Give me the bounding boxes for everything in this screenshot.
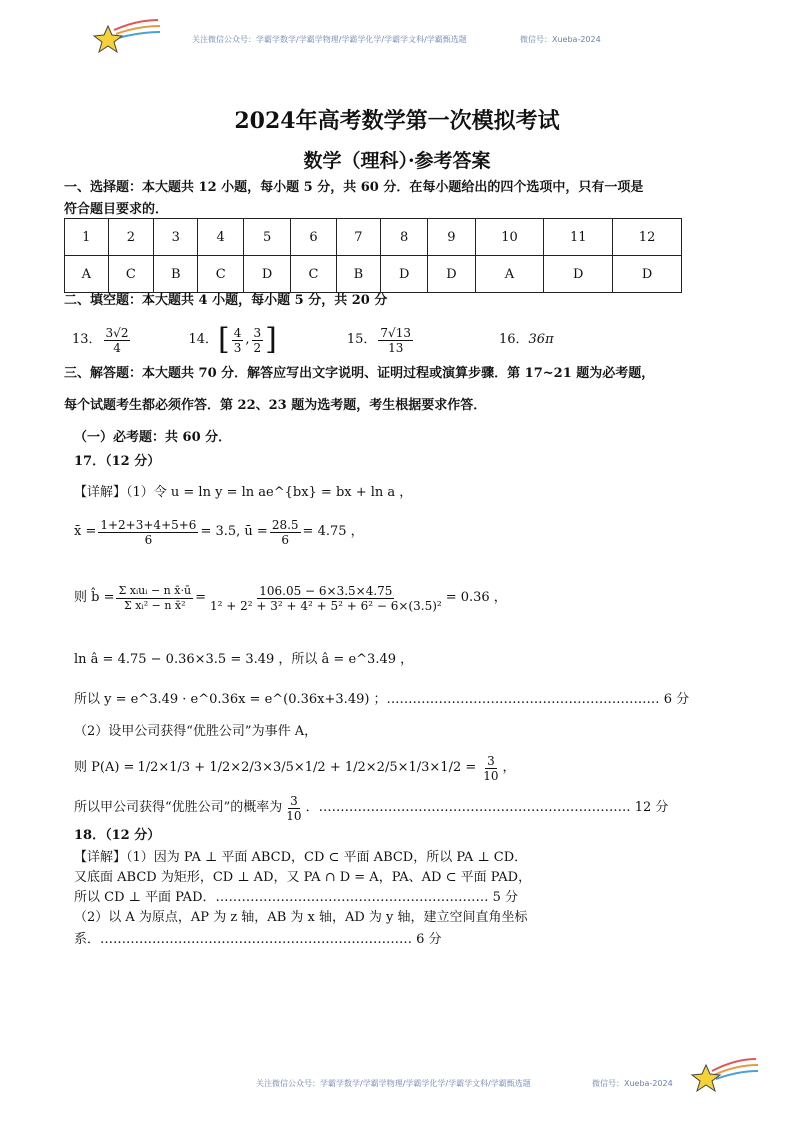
q16-label: 16． xyxy=(498,332,529,347)
q17-conclusion-denominator: 10 xyxy=(286,808,302,823)
q17-mean-x-denominator: 6 xyxy=(144,532,153,547)
fill-blank-answers xyxy=(72,320,554,360)
q13-numerator: 3√2 xyxy=(105,325,129,340)
star-logo-icon xyxy=(92,18,162,58)
q14-label: 14． xyxy=(188,332,219,347)
q17-b-hat-value-numerator: 106.05 − 6×3.5×4.75 xyxy=(259,583,393,598)
header-wechat: 微信号：Xueba-2024 xyxy=(520,35,601,44)
q18-line4: （2）以 A 为原点，AP 为 z 轴，AB 为 x 轴，AD 为 y 轴，建立空间直角坐标 xyxy=(74,910,528,925)
q17-probability-fraction xyxy=(481,754,500,783)
table-cell: 1 xyxy=(65,219,109,256)
q18-line1: 【详解】（1）因为 PA ⊥ 平面 ABCD，CD ⊂ 平面 ABCD，所以 PA ⊥ CD． xyxy=(74,850,528,865)
q17-conclusion-numerator: 3 xyxy=(290,793,298,808)
q17-probability-denominator: 10 xyxy=(483,768,499,783)
q14-interval: [ $\frac{4}{3}$ , $\frac{3}{2}$ ] xyxy=(218,322,277,357)
q17-mean-x-numerator: 1+2+3+4+5+6 xyxy=(100,517,197,532)
section1-line2: 符合题目要求的． xyxy=(64,202,169,217)
table-cell: 12 xyxy=(613,219,682,256)
table-cell: 7 xyxy=(336,219,380,256)
section1-line1: 一、选择题：本大题共 12 小题，每小题 5 分，共 60 分．在每小题给出的四个选项中，只有一项是 xyxy=(64,180,644,195)
star-footer-icon xyxy=(690,1055,760,1095)
q18-heading: 18．（12 分） xyxy=(74,828,161,843)
q14-left-fraction xyxy=(232,326,244,355)
table-cell: D xyxy=(428,256,475,293)
q17-probability-label: 则 P(A) = xyxy=(74,760,135,775)
q17-b-hat-value-denominator: 1² + 2² + 3² + 4² + 5² + 6² − 6×(3.5)² xyxy=(209,598,442,613)
q13-fraction xyxy=(104,326,131,355)
q17-probability-numerator: 3 xyxy=(487,753,495,768)
q14-right-fraction xyxy=(252,326,264,355)
footer-wechat: 微信号：Xueba-2024 xyxy=(592,1079,673,1088)
q17-b-hat-formula-denominator: Σ xᵢ² − n x̄² xyxy=(124,598,186,612)
table-cell: D xyxy=(613,256,682,293)
table-cell: D xyxy=(544,256,613,293)
q17-b-hat-formula xyxy=(116,584,193,613)
q18-line3: 所以 CD ⊥ 平面 PAD．……………………………………………………… 5 分 xyxy=(74,890,519,905)
table-cell: 5 xyxy=(243,219,290,256)
table-cell: C xyxy=(198,256,244,293)
table-cell: D xyxy=(381,256,428,293)
table-cell: C xyxy=(108,256,154,293)
q17-mean-u-numerator: 28.5 xyxy=(271,517,299,532)
q17-line6: （2）设甲公司获得“优胜公司”为事件 A， xyxy=(74,724,318,739)
q14-right-denominator: 2 xyxy=(253,340,262,355)
header-text: 关注微信公众号：学霸学数学/学霸学物理/学霸学化学/学霸学文科/学霸甄选题 xyxy=(192,35,467,44)
section3-line1: 三、解答题：本大题共 70 分．解答应写出文字说明、证明过程或演算步骤．第 17~21 题为必考题， xyxy=(64,366,655,381)
q17-b-hat-result: = 0.36 ， xyxy=(445,590,507,605)
q18-line2: 又底面 ABCD 为矩形，CD ⊥ AD，又 PA ∩ D = A，PA、AD ⊂ 平面 PAD， xyxy=(74,870,532,885)
table-cell: 9 xyxy=(428,219,475,256)
q13-denominator: 4 xyxy=(113,340,121,355)
q15-denominator: 13 xyxy=(388,340,404,355)
footer-text: 关注微信公众号：学霸学数学/学霸学物理/学霸学化学/学霸学文科/学霸甄选题 xyxy=(256,1079,531,1088)
q17-line8 xyxy=(74,790,668,826)
table-cell: 2 xyxy=(108,219,154,256)
q17-mean-u-fraction xyxy=(270,518,301,547)
required-heading: （一）必考题：共 60 分． xyxy=(74,430,232,445)
answer-table xyxy=(64,218,682,293)
q17-b-hat-label: 则 b̂ = xyxy=(74,590,115,605)
table-cell: 11 xyxy=(544,219,613,256)
q15-fraction xyxy=(378,326,413,355)
answer-table-numbers-row xyxy=(65,219,682,256)
q16-answer: 36π xyxy=(528,332,554,347)
page-title: 2024年高考数学第一次模拟考试 xyxy=(234,108,560,134)
table-cell: 3 xyxy=(154,219,198,256)
table-cell: 4 xyxy=(198,219,244,256)
q15-numerator: 7√13 xyxy=(380,325,411,340)
q17-conclusion-score: ．……………………………………………………………… 12 分 xyxy=(305,800,669,815)
q13-label: 13． xyxy=(72,332,102,347)
q17-mean-x-fraction xyxy=(98,518,198,547)
table-cell: D xyxy=(243,256,290,293)
q17-mean-u-denominator: 6 xyxy=(281,532,289,547)
q17-line2 xyxy=(74,512,364,552)
page-subtitle: 数学（理科）·参考答案 xyxy=(303,150,491,172)
section3-line2: 每个试题考生都必须作答．第 22、23 题为选考题，考生根据要求作答． xyxy=(64,398,487,413)
q17-line5: 所以 y = e^3.49 · e^0.36x = e^(0.36x+3.49) ；……………………………………………………… 6 分 xyxy=(74,692,690,707)
section2-heading: 二、填空题：本大题共 4 小题，每小题 5 分，共 20 分 xyxy=(64,293,388,308)
q17-probability-post: ， xyxy=(502,760,516,775)
q17-heading: 17．（12 分） xyxy=(74,454,161,469)
table-cell: B xyxy=(154,256,198,293)
table-cell: 6 xyxy=(291,219,337,256)
table-cell: 8 xyxy=(381,219,428,256)
q15-label: 15． xyxy=(346,332,377,347)
table-cell: B xyxy=(336,256,380,293)
q17-mean-u-label: = 3.5, ū = xyxy=(200,524,268,539)
q17-b-hat-formula-numerator: Σ xᵢuᵢ − n x̄·ū xyxy=(118,583,192,597)
q14-right-numerator: 3 xyxy=(253,325,262,340)
q14-left-numerator: 4 xyxy=(233,325,242,340)
q17-mean-u-result: = 4.75 ， xyxy=(302,524,364,539)
table-cell: A xyxy=(475,256,544,293)
q14-left-denominator: 3 xyxy=(233,340,242,355)
q17-line1: 【详解】（1）令 u = ln y = ln ae^{bx} = bx + ln a ， xyxy=(74,485,413,500)
table-cell: C xyxy=(291,256,337,293)
q14-comma: , xyxy=(245,332,250,347)
q17-conclusion-fraction xyxy=(284,794,303,823)
q17-line3: 则 b̂ = $\frac{\text{Σ xᵢuᵢ − n x̄·ū}}{\text{Σ xᵢ² − n x̄²}}$ = $\frac{106.05 - 6\times 3.5\times 4.75}{\text{1² + 2² + 3² + 4² + 5² + 6² − 6×(3.5)²}}$ = 0.36 ， xyxy=(74,583,507,613)
q17-line7 xyxy=(74,748,516,788)
q17-conclusion-text: 所以甲公司获得“优胜公司”的概率为 xyxy=(74,800,283,815)
q18-line5: 系．……………………………………………………………… 6 分 xyxy=(74,932,442,947)
answer-table-answers-row xyxy=(65,256,682,293)
table-cell: 10 xyxy=(475,219,544,256)
q17-probability-expression: 1/2×1/3 + 1/2×2/3×3/5×1/2 + 1/2×2/5×1/3×1/2 = xyxy=(137,760,477,775)
table-cell: A xyxy=(65,256,109,293)
q17-mean-x-label: x̄ = xyxy=(74,524,97,539)
q17-b-hat-value xyxy=(208,584,444,613)
q17-line4: ln â = 4.75 − 0.36×3.5 = 3.49 ，所以 â = e^3.49 ， xyxy=(74,652,414,667)
